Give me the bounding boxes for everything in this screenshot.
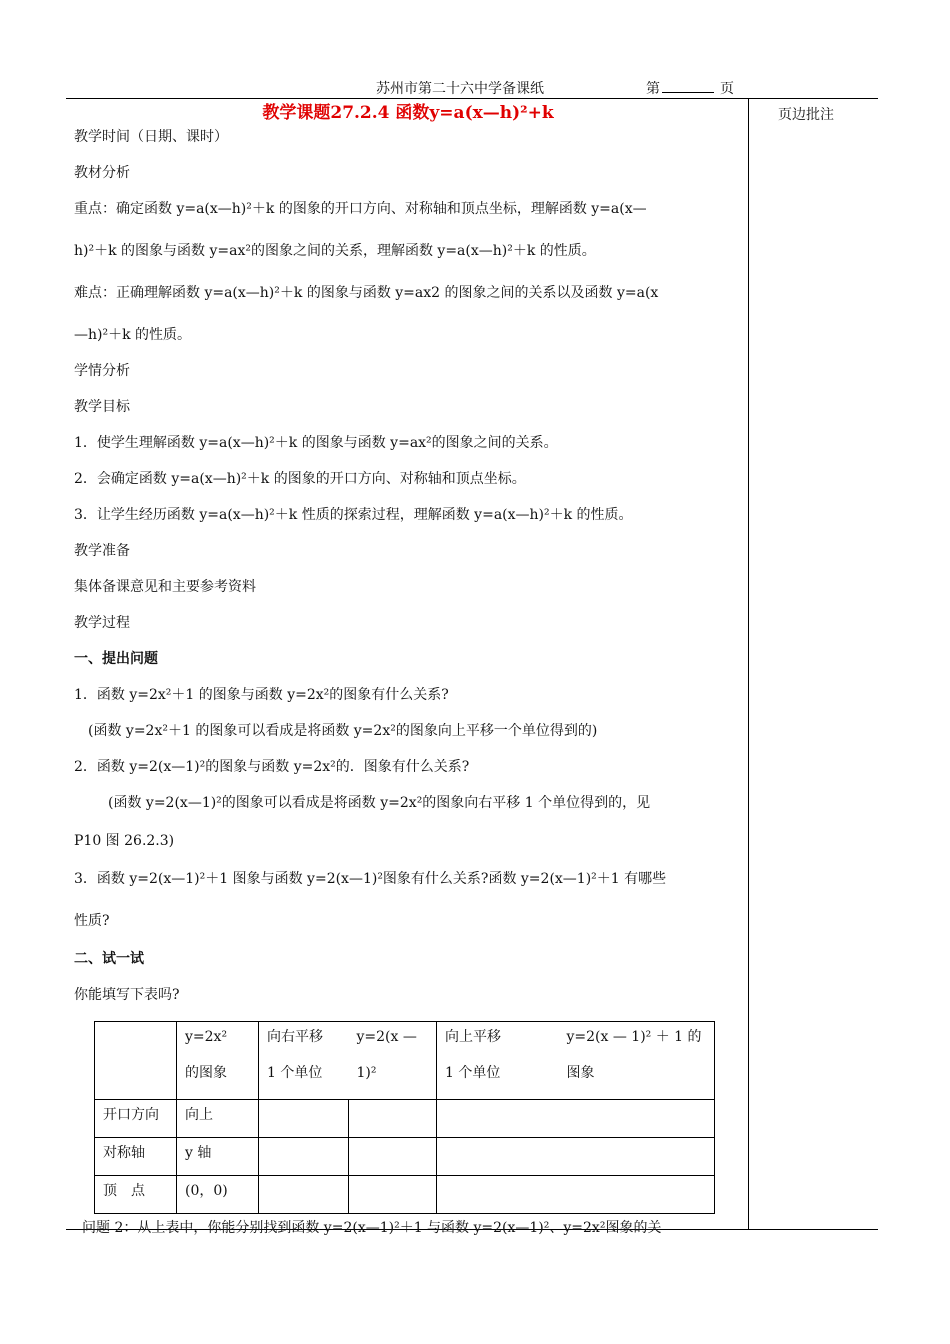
margin-notes-label: 页边批注 [778,107,834,123]
student-analysis-heading: 学情分析 [74,363,130,379]
key-point-line-2: h)²＋k 的图象与函数 y=ax²的图象之间的关系，理解函数 y=a(x—h)²＋k 的性质。 [74,243,596,259]
table-row-vertex [95,1176,715,1214]
table-cell-empty[interactable] [259,1176,349,1214]
table-header-cell: y=2x² 的图象 [177,1022,259,1100]
lesson-content [74,100,742,1238]
question-2-table: 问题 2：从上表中，你能分别找到函数 y=2(x—1)²＋1 与函数 y=2(x—1)²、y=2x²图象的关 [82,1220,662,1236]
lesson-title: 教学课题27.2.4 函数y=a(x—h)²+k [262,103,554,123]
question-2-answer-line-2: P10 图 26.2.3) [74,833,175,849]
row-label: 开口方向 [95,1100,177,1138]
fill-in-table [94,1021,715,1214]
section-2-heading: 二、试一试 [74,951,144,967]
top-rule [66,98,878,99]
table-row-opening [95,1100,715,1138]
teaching-time: 教学时间（日期、课时） [74,129,228,145]
question-3-line-1: 3．函数 y=2(x—1)²＋1 图象与函数 y=2(x—1)²图象有什么关系?函数 y=2(x—1)²＋1 有哪些 [74,871,667,887]
table-cell-empty[interactable] [259,1100,349,1138]
process-heading: 教学过程 [74,615,130,631]
row-label: 顶 点 [95,1176,177,1214]
fill-table-prompt: 你能填写下表吗? [74,987,180,1003]
table-corner-cell [95,1022,177,1100]
page-number-blank [662,92,714,93]
difficulty-line-1: 难点：正确理解函数 y=a(x—h)²＋k 的图象与函数 y=ax2 的图象之间的关系以及函数 y=a(x [74,285,659,301]
table-cell-empty[interactable] [349,1100,437,1138]
table-cell-empty[interactable] [437,1176,715,1214]
question-2: 2．函数 y=2(x—1)²的图象与函数 y=2x²的．图象有什么关系? [74,759,470,775]
table-cell: y 轴 [177,1138,259,1176]
table-header-row [95,1022,715,1100]
objective-1: 1．使学生理解函数 y=a(x—h)²＋k 的图象与函数 y=ax²的图象之间的关系。 [74,435,558,451]
question-2-answer-line-1: (函数 y=2(x—1)²的图象可以看成是将函数 y=2x²的图象向右平移 1 个单位得到的，见 [108,795,651,811]
page-number-suffix: 页 [720,81,734,97]
preparation-heading: 教学准备 [74,543,130,559]
question-1: 1．函数 y=2x²＋1 的图象与函数 y=2x²的图象有什么关系? [74,687,449,703]
material-analysis-heading: 教材分析 [74,165,130,181]
page-number-prefix: 第 [646,81,660,97]
table-cell: 向上 [177,1100,259,1138]
school-name: 苏州市第二十六中学备课纸 [376,81,544,97]
table-header-cell: y=2(x — 1)² ＋ 1 的 图象 [559,1022,715,1100]
section-1-heading: 一、提出问题 [74,651,158,667]
question-1-answer: (函数 y=2x²＋1 的图象可以看成是将函数 y=2x²的图象向上平移一个单位得到的) [88,723,598,739]
preparation-note: 集体备课意见和主要参考资料 [74,579,256,595]
difficulty-line-2: —h)²＋k 的性质。 [74,327,192,343]
table-header-cell: y=2(x — 1)² [349,1022,437,1100]
table-cell-empty[interactable] [437,1100,715,1138]
table-cell-empty[interactable] [349,1138,437,1176]
table-cell-empty[interactable] [437,1138,715,1176]
objective-3: 3．让学生经历函数 y=a(x—h)²＋k 性质的探索过程，理解函数 y=a(x—h)²＋k 的性质。 [74,507,633,523]
table-cell: (0，0) [177,1176,259,1214]
key-point-line-1: 重点：确定函数 y=a(x—h)²＋k 的图象的开口方向、对称轴和顶点坐标，理解函数 y=a(x— [74,201,647,217]
objectives-heading: 教学目标 [74,399,130,415]
table-row-axis [95,1138,715,1176]
table-cell-empty[interactable] [259,1138,349,1176]
objective-2: 2．会确定函数 y=a(x—h)²＋k 的图象的开口方向、对称轴和顶点坐标。 [74,471,526,487]
margin-divider [748,98,749,1229]
table-header-cell: 向右平移 1 个单位 [259,1022,349,1100]
table-header-cell: 向上平移 1 个单位 [437,1022,559,1100]
question-3-line-2: 性质? [74,913,110,929]
row-label: 对称轴 [95,1138,177,1176]
table-cell-empty[interactable] [349,1176,437,1214]
page-header [0,78,950,98]
